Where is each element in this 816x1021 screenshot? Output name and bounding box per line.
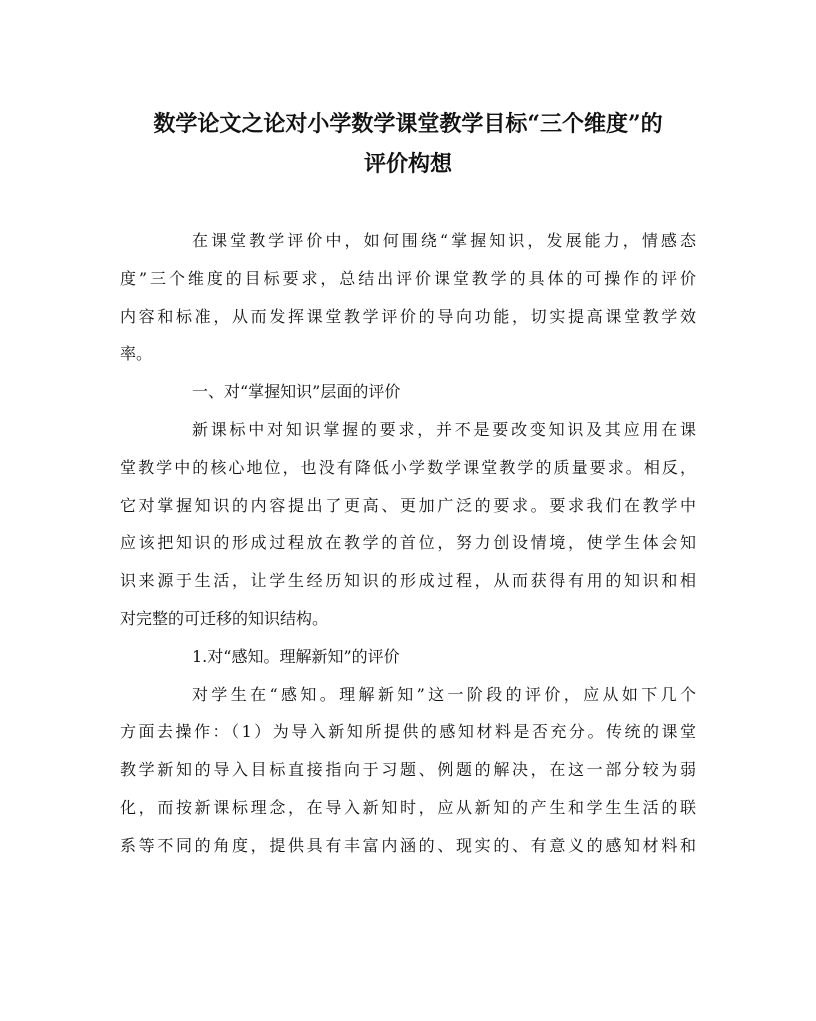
section-heading: 一、对“掌握知识”层面的评价 (192, 382, 401, 402)
document-title-line-1: 数学论文之论对小学数学课堂教学目标“三个维度”的 (153, 111, 663, 137)
paragraph-line: 率。 (120, 344, 153, 364)
paragraph-line: 教学新知的导入目标直接指向于习题、例题的解决，在这一部分较为弱 (120, 760, 696, 780)
paragraph-line: 内容和标准，从而发挥课堂教学评价的导向功能，切实提高课堂教学效 (120, 306, 696, 326)
paragraph-line: 它对掌握知识的内容提出了更高、更加广泛的要求。要求我们在教学中 (120, 495, 696, 515)
document-title-line-2: 评价构想 (363, 151, 452, 177)
subsection-heading: 1.对“感知。理解新知”的评价 (192, 646, 400, 666)
document-body (120, 222, 696, 865)
paragraph-line: 度”三个维度的目标要求，总结出评价课堂教学的具体的可操作的评价 (120, 268, 696, 288)
paragraph-line: 识来源于生活，让学生经历知识的形成过程，从而获得有用的知识和相 (120, 571, 696, 591)
paragraph-line: 对学生在“感知。理解新知”这一阶段的评价，应从如下几个 (192, 684, 696, 704)
paragraph-line: 堂教学中的核心地位，也没有降低小学数学课堂教学的质量要求。相反， (120, 457, 696, 477)
paragraph-line: 应该把知识的形成过程放在教学的首位，努力创设情境，使学生体会知 (120, 533, 696, 553)
paragraph-line: 系等不同的角度，提供具有丰富内涵的、现实的、有意义的感知材料和 (120, 835, 696, 855)
paragraph-line: 化，而按新课标理念，在导入新知时，应从新知的产生和学生生活的联 (120, 797, 696, 817)
paragraph-line: 新课标中对知识掌握的要求，并不是要改变知识及其应用在课 (192, 419, 696, 439)
paragraph-line: 方面去操作：（1）为导入新知所提供的感知材料是否充分。传统的课堂 (120, 722, 696, 742)
paragraph-line: 对完整的可迁移的知识结构。 (120, 608, 329, 628)
paragraph-line: 在课堂教学评价中，如何围绕“掌握知识，发展能力，情感态 (192, 231, 696, 250)
